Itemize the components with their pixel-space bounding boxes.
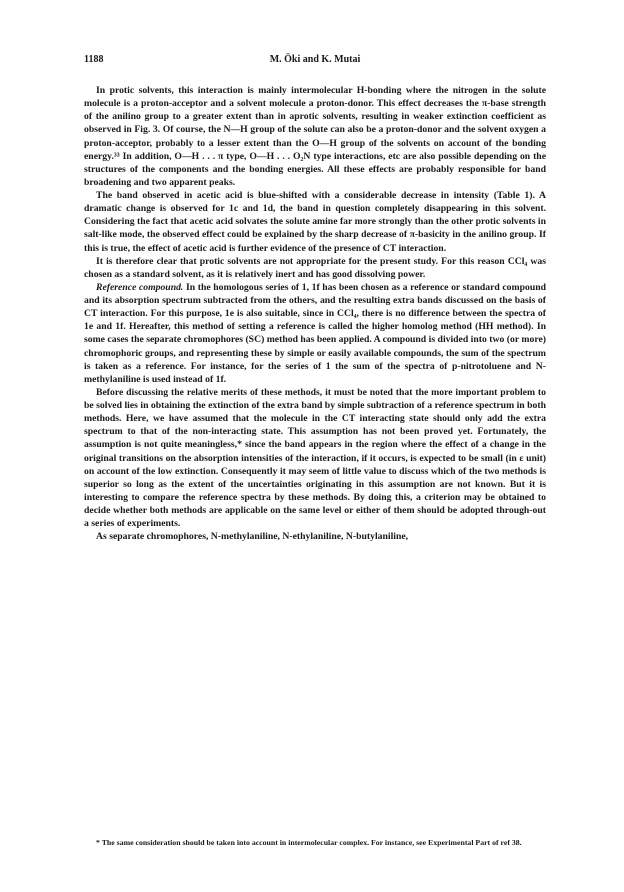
paragraph-conclusion bbox=[84, 255, 546, 281]
footnote: * The same consideration should be taken into account in intermolecular complex. For instance, see Experimental Part of ref 38. bbox=[96, 838, 522, 847]
paragraph-methods-discussion bbox=[84, 386, 546, 530]
page-number: 1188 bbox=[84, 54, 104, 65]
page-header bbox=[84, 54, 546, 70]
paragraph-text: The band observed in acetic acid is blue-shifted with a considerable decrease in intensity (Table 1). A dramatic change is observed for 1c and 1d, the band in question completely disappearing in this solvent. Considering the fact that acetic acid solvates the solute amine far more strongly than the other protic solvents in salt-like mode, the observed effect could be explained by the sharp decrease of π-basicity in the anilino group. If this is true, the effect of acetic acid is further evidence of the presence of CT interaction. bbox=[84, 190, 546, 254]
paragraph-text: As separate chromophores, N-methylaniline, N-ethylaniline, N-butylaniline, bbox=[96, 531, 409, 543]
paragraph-separate-chromophores bbox=[84, 530, 546, 543]
body-text bbox=[84, 84, 546, 543]
paragraph-lead: Reference compound. bbox=[96, 281, 184, 293]
paragraph-reference-compound bbox=[84, 281, 546, 386]
paragraph-text: It is therefore clear that protic solvents are not appropriate for the present study. For this reason CCl₄ was chosen as a standard solvent, as it is relatively inert and has good dissolving power. bbox=[84, 255, 546, 280]
paragraph-protic-solvents bbox=[84, 84, 546, 189]
paragraph-text: In protic solvents, this interaction is mainly intermolecular H-bonding where the nitrogen in the solute molecule is a proton-acceptor and a solvent molecule a proton-donor. This effect decreases the π-base strength of the anilino group to a greater extent than in aprotic solvents, resulting in weaker extinction coefficient as observed in Fig. 3. Of course, the N—H group of the solute can also be a proton-donor and the solvent oxygen a proton-acceptor, probably to a lesser extent than the O—H group of the solvents on account of the bonding energy.³³ In addition, O—H . . . π type, O—H . . . O₂N type interactions, etc are also possible depending on the structures of the components and the bonding energies. All these effects are probably responsible for band broadening and two apparent peaks. bbox=[84, 85, 546, 188]
running-head: M. Ōki and K. Mutai bbox=[269, 54, 361, 65]
paragraph-text: Before discussing the relative merits of these methods, it must be noted that the more important problem to be solved lies in obtaining the extinction of the extra band by simple subtraction of a reference spectrum in both methods. Here, we have assumed that the molecule in the CT interacting state should only add the extra spectrum to that of the non-interacting state. This assumption has not been proved yet. Fortunately, the assumption is not quite meaningless,* since the band appears in the region where the effect of a change in the original transitions on the absorption intensities of the interaction, if it occurs, is expected to be small (in ε unit) on account of the low extinction. Consequently it may seem of little value to discuss which of the two methods is superior so long as the extent of the uncertainties originating in this assumption are not known. But it is interesting to compare the reference spectra by these methods. By doing this, a criterion may be obtained to decide whether both methods are applicable on the same level or either of them should be adopted through-out a series of experiments. bbox=[84, 386, 546, 530]
paragraph-acetic-acid bbox=[84, 189, 546, 255]
paragraph-text: In the homologous series of 1, 1f has been chosen as a reference or standard compound and its absorption spectrum subtracted from the others, and the resulting extra bands discussed on the basis of CT interaction. For this purpose, 1e is also suitable, since in CCl₄, there is no difference between the spectra of 1e and 1f. Hereafter, this method of setting a reference is called the higher homolog method (HH method). In some cases the separate chromophores (SC) method has been applied. A compound is divided into two (or more) chromophoric groups, and representing these by simple or easily available compounds, the sum of the spectrum is taken as a reference. For instance, for the series of 1 the sum of the spectra of p-nitrotoluene and N-methylaniline is used instead of 1f. bbox=[84, 281, 546, 385]
